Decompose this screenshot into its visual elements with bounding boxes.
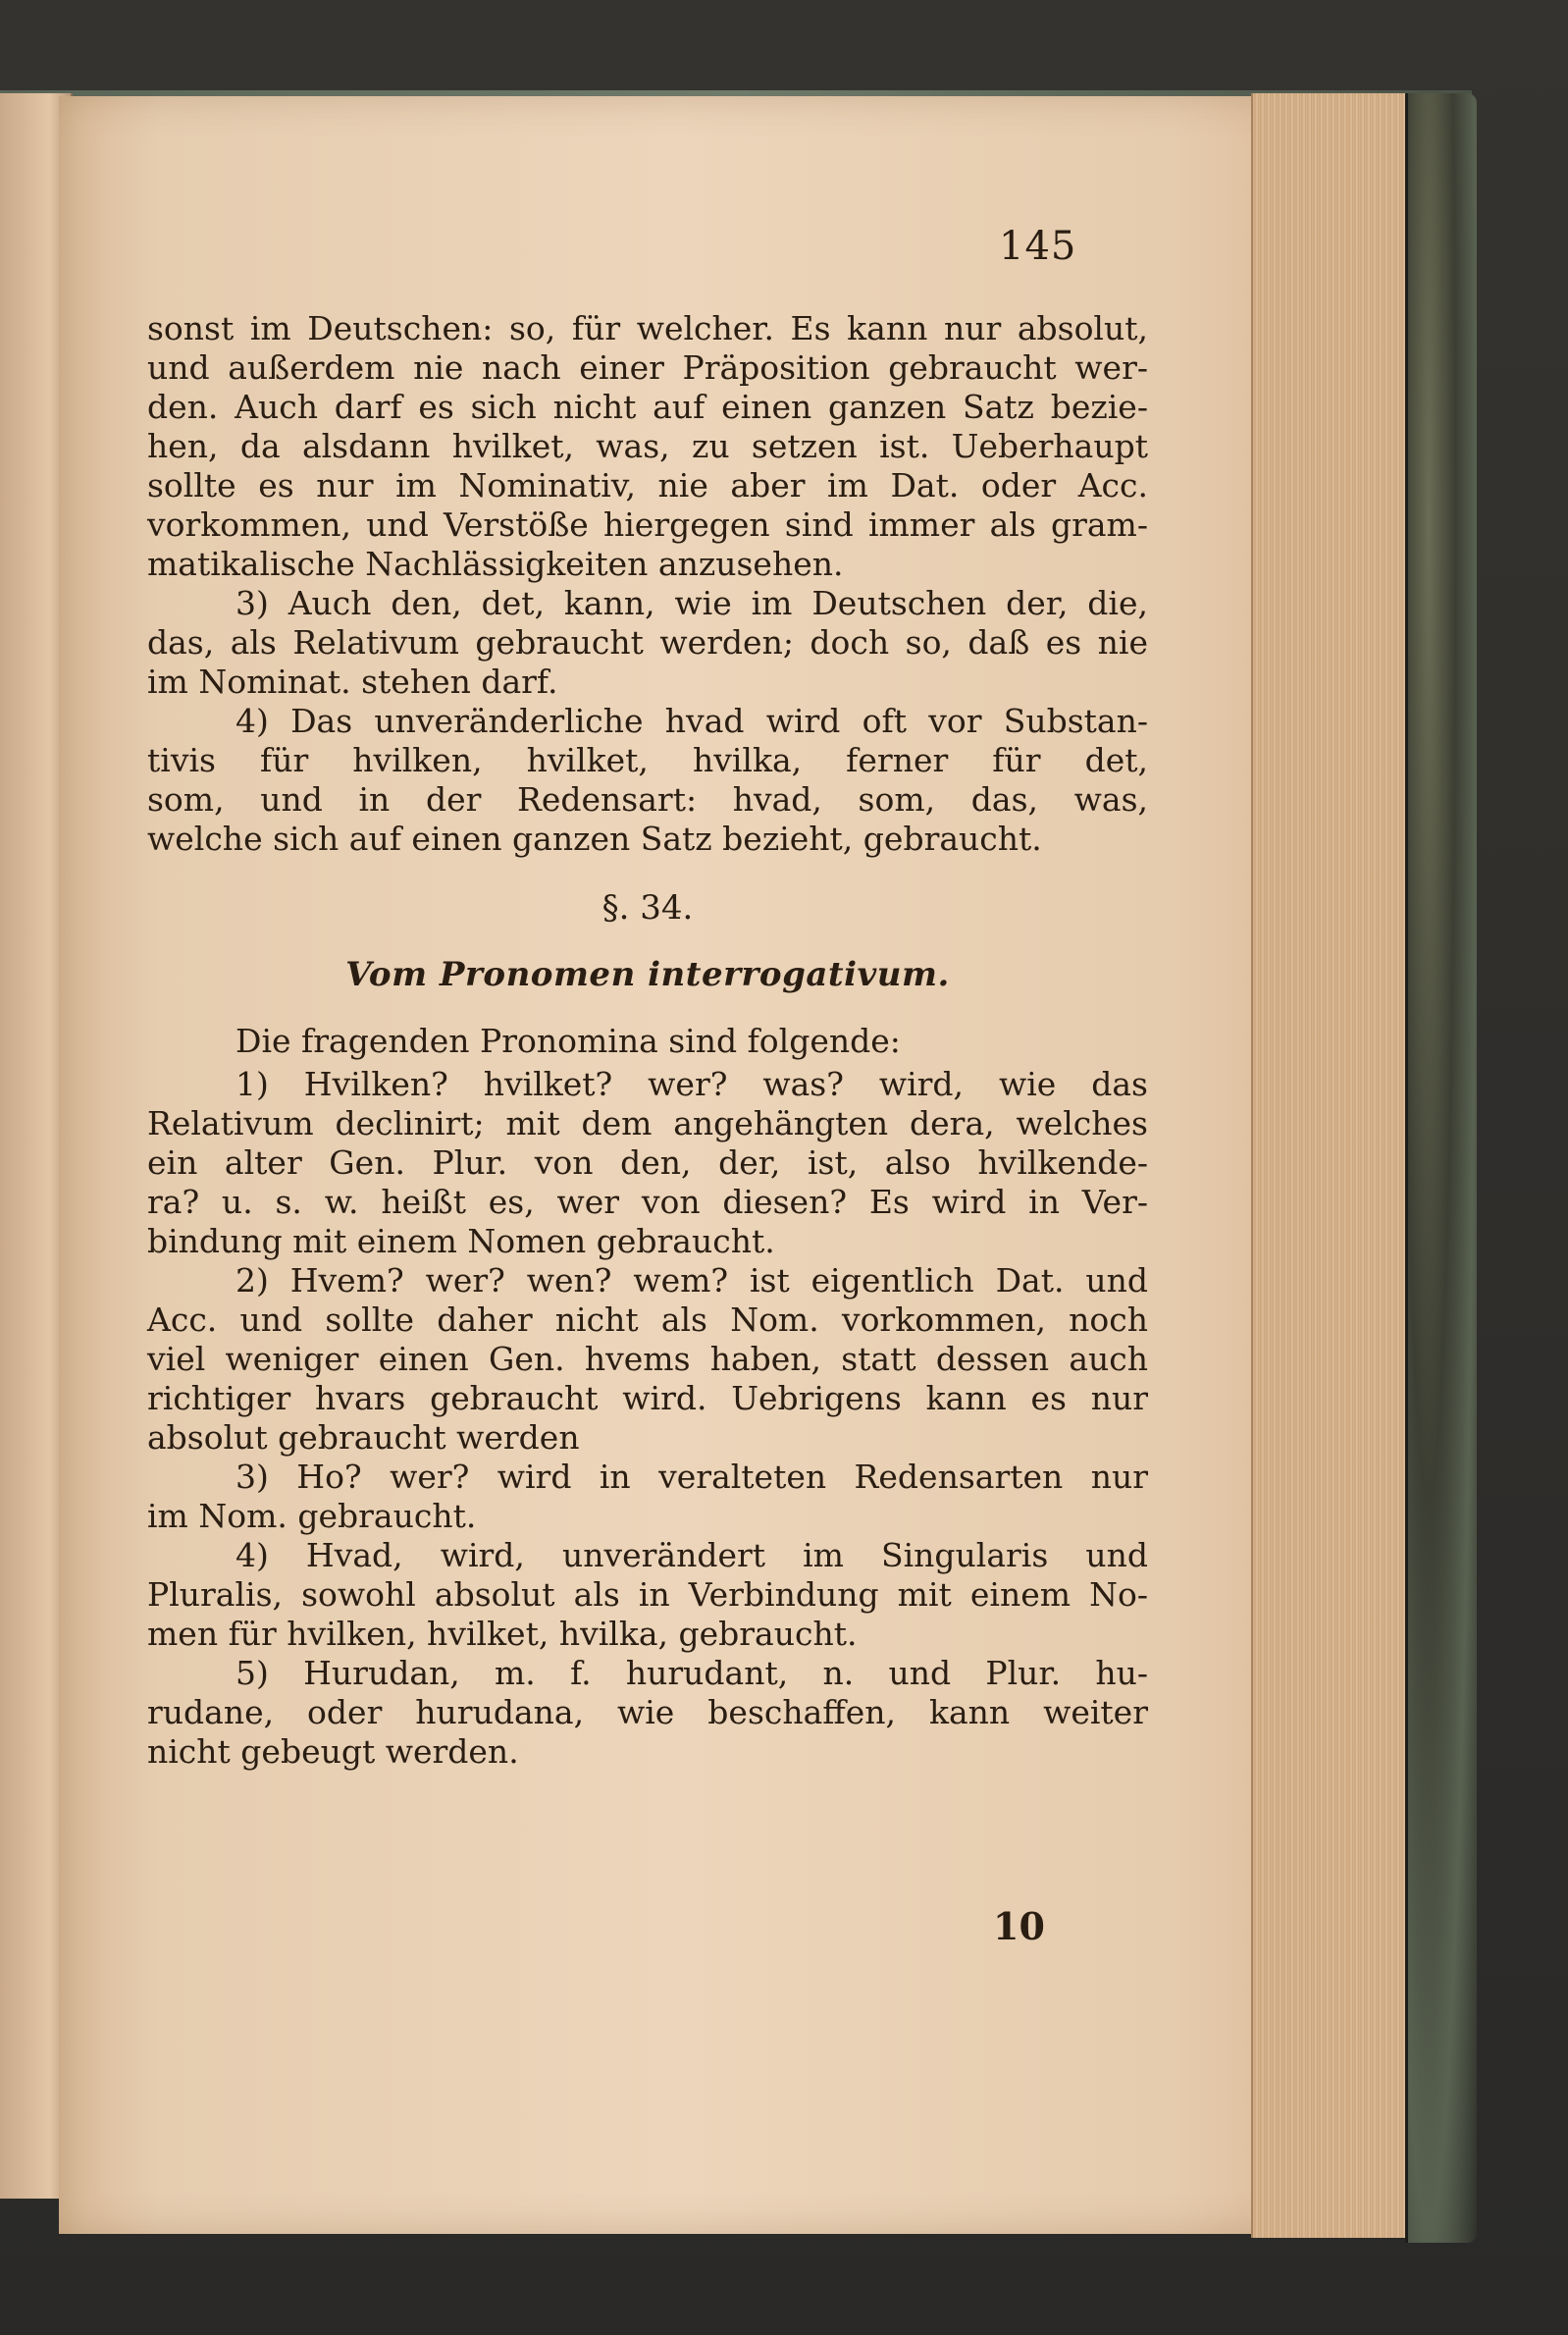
paragraph-3 — [147, 584, 1148, 702]
text-line: Acc. und sollte daher nicht als Nom. vorkommen, noch — [147, 1300, 1148, 1339]
item-1 — [147, 1065, 1148, 1261]
page-number: 145 — [999, 224, 1077, 269]
item-5 — [147, 1654, 1148, 1772]
text-line: 2) Hvem? wer? wen? wem? ist eigentlich Dat. und — [235, 1261, 1148, 1300]
text-line: das, als Relativum gebraucht werden; doch so, daß es nie — [147, 623, 1148, 662]
text-line: 5) Hurudan, m. f. hurudant, n. und Plur. hu- — [235, 1654, 1148, 1692]
text-line: som, und in der Redensart: hvad, som, das, was, — [147, 780, 1148, 819]
text-line: 1) Hvilken? hvilket? wer? was? wird, wie das — [235, 1065, 1148, 1103]
item-3 — [147, 1458, 1148, 1536]
text-line: ra? u. s. w. heißt es, wer von diesen? Es wird in Ver- — [147, 1183, 1148, 1221]
text-line: sonst im Deutschen: so, für welcher. Es kann nur absolut, — [147, 309, 1148, 347]
text-line: nicht gebeugt werden. — [147, 1732, 519, 1771]
marbled-cover-board — [1405, 93, 1477, 2243]
text-line: viel weniger einen Gen. hvems haben, statt dessen auch — [147, 1340, 1148, 1378]
text-line: tivis für hvilken, hvilket, hvilka, ferner für det, — [147, 741, 1148, 779]
section-number: §. 34. — [601, 888, 694, 928]
text-line: matikalische Nachlässigkeiten anzusehen. — [147, 545, 844, 583]
paragraph-4 — [147, 702, 1148, 859]
text-line: sollte es nur im Nominativ, nie aber im Dat. oder Acc. — [147, 466, 1148, 504]
text-line: 3) Auch den, det, kann, wie im Deutschen der, die, — [235, 584, 1148, 622]
item-2 — [147, 1261, 1148, 1458]
text-line: bindung mit einem Nomen gebraucht. — [147, 1222, 775, 1260]
page-stack-edge — [1251, 93, 1415, 2238]
text-line: Pluralis, sowohl absolut als in Verbindung mit einem No- — [147, 1575, 1148, 1614]
text-line: und außerdem nie nach einer Präposition gebraucht wer- — [147, 348, 1148, 387]
text-line: Relativum declinirt; mit dem angehängten dera, welches — [147, 1104, 1148, 1142]
text-line: ein alter Gen. Plur. von den, der, ist, also hvilkende- — [147, 1143, 1148, 1182]
item-4 — [147, 1536, 1148, 1654]
text-line: 3) Ho? wer? wird in veralteten Redensarten nur — [235, 1458, 1148, 1496]
text-line: vorkommen, und Verstöße hiergegen sind immer als gram- — [147, 505, 1148, 544]
text-line: im Nominat. stehen darf. — [147, 663, 558, 701]
text-line: hen, da alsdann hvilket, was, zu setzen ist. Ueberhaupt — [147, 427, 1148, 465]
text-line: absolut gebraucht werden — [147, 1418, 580, 1457]
text-line: 4) Das unveränderliche hvad wird oft vor Substan- — [235, 702, 1148, 740]
text-line: den. Auch darf es sich nicht auf einen ganzen Satz bezie- — [147, 388, 1148, 426]
section-title: Vom Pronomen interrogativum. — [345, 955, 950, 994]
text-line: im Nom. gebraucht. — [147, 1497, 477, 1535]
text-line: welche sich auf einen ganzen Satz bezieht, gebraucht. — [147, 820, 1042, 858]
signature-mark: 10 — [993, 1904, 1045, 1948]
text-line: 4) Hvad, wird, unverändert im Singularis und — [235, 1536, 1148, 1574]
page-text — [147, 309, 1148, 1772]
paragraph-continuation — [147, 309, 1148, 584]
section-intro: Die fragenden Pronomina sind folgende: — [235, 1022, 901, 1060]
text-line: rudane, oder hurudana, wie beschaffen, kann weiter — [147, 1693, 1148, 1731]
text-line: richtiger hvars gebraucht wird. Uebrigens kann es nur — [147, 1379, 1148, 1417]
text-line: men für hvilken, hvilket, hvilka, gebraucht. — [147, 1615, 858, 1653]
